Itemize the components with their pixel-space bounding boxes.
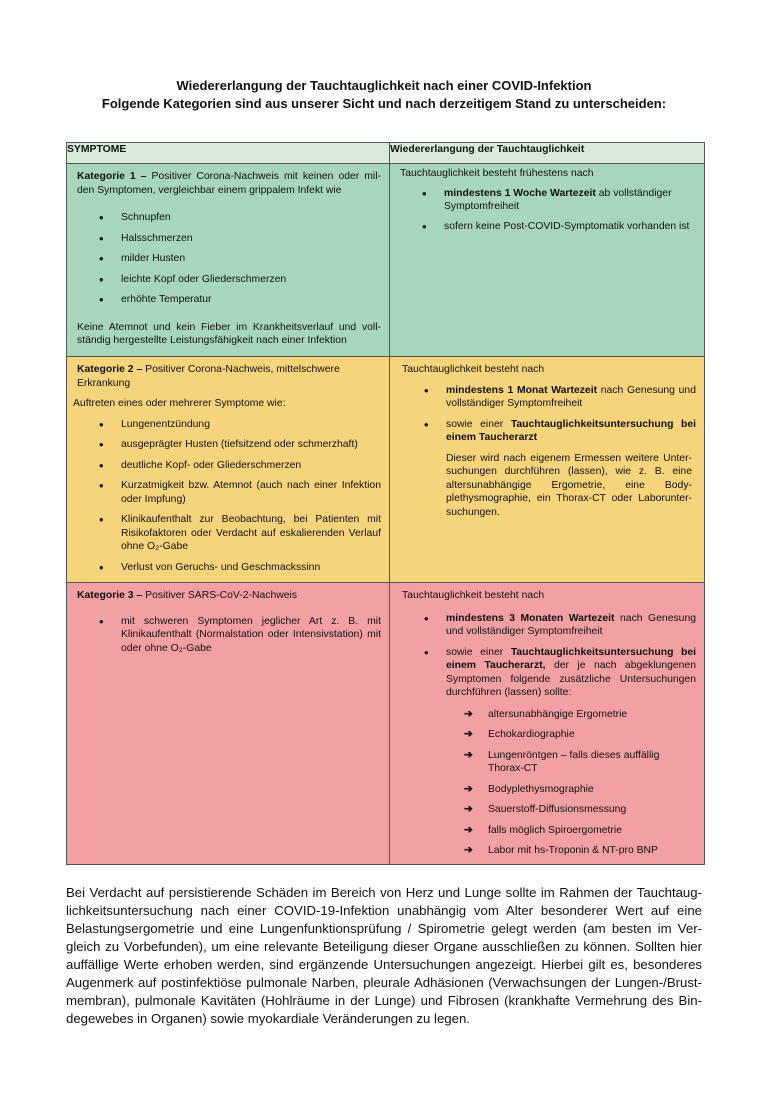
exam-item: Echokardiographie bbox=[488, 729, 575, 740]
wait-time-rest: nach Genesung und vollständiger Symptomfreiheit bbox=[446, 384, 696, 409]
right-arrow-icon: ➔ bbox=[464, 749, 473, 761]
exam-bold: Tauchtauglichkeitsuntersuchung bei einem Taucherarzt bbox=[446, 418, 697, 443]
header-symptome: SYMPTOME bbox=[67, 143, 390, 164]
list-item: • ausgeprägter Husten (tiefsitzend oder schmerzhaft) bbox=[77, 438, 381, 452]
exam-pre: sowie einer bbox=[446, 646, 511, 658]
body-paragraph: Bei Verdacht auf persistierende Schäden im Bereich von Herz und Lunge sollte im Rahmen der Tauchtaug-lichkeitsuntersuchung nach einer COVID-19-Infektion unabhängig vom Alter besonderer Wert auf eine Belastungsergometrie und eine Lungenfunktionsprüfung / Spirometrie gelegt werden (am besten im Ver-gleich zu Vorbefunden), um eine relevante Beteiligung dieser Organe ausschließen zu können. Sollten hier auffällige Werte erhoben werden, sind ergänzende Untersuchungen angezeigt. Hierbei gilt es, besonderes Augenmerk auf postinfektiöse pulmonale Narben, pleurale Adhäsionen (Verwachsungen der Lungen-/Brust-membran), pulmonale Kavitäten (Hohlräume in der Lunge) und Fibrosen (krankhafte Vermehrung des Bin-degewebes in Organen) sowie myokardiale Veränderungen zu legen. bbox=[66, 885, 702, 1026]
cat1-intro: Positiver Corona-Nachweis mit keinen oder mil-den Symptomen, vergleichbar einem grippalem Infekt wie bbox=[77, 171, 381, 196]
cat3-recovery-cell bbox=[390, 583, 705, 865]
right-arrow-icon: ➔ bbox=[464, 824, 473, 836]
table-row-cat3 bbox=[67, 583, 705, 865]
exam-pre: sowie einer bbox=[446, 418, 511, 430]
list-item bbox=[390, 803, 696, 817]
cat2-symptoms-cell bbox=[67, 357, 390, 583]
exam-item: Labor mit hs-Troponin & NT-pro BNP bbox=[488, 845, 658, 856]
cat1-recovery-cell bbox=[390, 164, 705, 357]
list-item: • deutliche Kopf- oder Gliederschmerzen bbox=[77, 459, 381, 473]
list-item bbox=[390, 824, 696, 838]
list-item: • Verlust von Geruchs- und Geschmackssinn bbox=[77, 561, 381, 575]
title-line-1: Wiedererlangung der Tauchtauglichkeit nach einer COVID-Infektion bbox=[176, 78, 592, 93]
right-arrow-icon: ➔ bbox=[464, 708, 473, 720]
exam-item: falls möglich Spiroergometrie bbox=[488, 824, 622, 836]
list-item bbox=[390, 749, 696, 776]
list-item bbox=[400, 187, 696, 214]
cat1-footer: Keine Atemnot und kein Fieber im Krankheitsverlauf und voll-ständig hergestellte Leistungsfähigkeit nach einer Infektion bbox=[77, 321, 381, 346]
cat2-intro: Positiver Corona-Nachweis, mittelschwere Erkrankung bbox=[77, 364, 340, 389]
list-item: • mit schweren Symptomen jeglicher Art z. B. mit Klinikaufenthalt (Normalstation oder Intensivstation) mit oder ohne O₂-Gabe bbox=[77, 615, 381, 656]
list-item: • sofern keine Post-COVID-Symptomatik vorhanden ist bbox=[400, 220, 696, 234]
list-item bbox=[402, 646, 696, 700]
list-item: • erhöhte Temperatur bbox=[77, 293, 381, 307]
wait-time-bold: mindestens 3 Monaten Wartezeit bbox=[446, 612, 615, 624]
cat1-title: Kategorie 1 – bbox=[77, 171, 147, 182]
list-item bbox=[402, 612, 696, 639]
wait-time-bold: mindestens 1 Woche Wartezeit bbox=[444, 187, 596, 199]
right-arrow-icon: ➔ bbox=[464, 729, 473, 740]
cat2-title: Kategorie 2 – bbox=[77, 364, 143, 375]
title-line-2: Folgende Kategorien sind aus unserer Sicht und nach derzeitigem Stand zu unterscheiden: bbox=[101, 96, 667, 111]
cat3-symptoms-cell bbox=[67, 583, 390, 865]
list-item: • Lungenentzündung bbox=[77, 418, 381, 432]
table-row-cat1 bbox=[67, 164, 705, 357]
list-item bbox=[390, 844, 696, 858]
list-item: • Klinikaufenthalt zur Beobachtung, bei Patienten mit Risikofaktoren oder Verdacht auf eskalierenden Verlauf ohne O₂-Gabe bbox=[77, 513, 381, 554]
cat2-recovery-cell bbox=[390, 357, 705, 583]
exam-bold: Tauchtauglichkeitsuntersuchung bei einem Taucherarzt, bbox=[446, 646, 697, 671]
wait-time-rest: nach Genesung und vollständiger Symptomfreiheit bbox=[446, 612, 696, 637]
list-item bbox=[402, 384, 696, 411]
list-item: • Kurzatmigkeit bzw. Atemnot (auch nach einer Infektion oder Impfung) bbox=[77, 479, 381, 506]
cat3-right-intro: Tauchtauglichkeit besteht nach bbox=[402, 590, 545, 601]
header-wiedererlangung: Wiedererlangung der Tauchtauglichkeit bbox=[390, 143, 705, 164]
cat2-lead: Auftreten eines oder mehrerer Symptome wie: bbox=[73, 398, 286, 409]
exam-item: Sauerstoff-Diffusionsmessung bbox=[488, 804, 627, 815]
list-item bbox=[390, 728, 696, 742]
covid-category-table bbox=[66, 142, 705, 865]
exam-item: altersunabhängige Ergometrie bbox=[488, 708, 628, 720]
cat3-intro: Positiver SARS-CoV-2-Nachweis bbox=[142, 590, 298, 601]
list-item: • Schnupfen bbox=[77, 211, 381, 225]
wait-time-bold: mindestens 1 Monat Wartezeit bbox=[446, 384, 598, 396]
cat3-title: Kategorie 3 – bbox=[77, 590, 143, 601]
cat2-note: Dieser wird nach eigenem Ermessen weitere Unter-suchungen durchführen (lassen), wie z. B. eine altersunabhängige Ergometrie, eine Body-plethysmographie, ein Thorax-CT oder Laborunter-suchungen. bbox=[446, 452, 692, 518]
document-title bbox=[0, 77, 768, 113]
right-arrow-icon: ➔ bbox=[464, 804, 473, 815]
exam-item: Lungenröntgen – falls dieses auffällig Thorax-CT bbox=[488, 749, 660, 774]
list-item: • leichte Kopf oder Gliederschmerzen bbox=[77, 273, 381, 287]
exam-rest: der je nach abgeklungenen Symptomen folgende zusätzliche Untersuchungen durchführen (lassen) sollte: bbox=[446, 660, 696, 698]
list-item bbox=[402, 418, 696, 445]
right-arrow-icon: ➔ bbox=[464, 845, 473, 856]
table-header-row bbox=[67, 143, 705, 164]
right-arrow-icon: ➔ bbox=[464, 783, 473, 795]
cat1-right-intro: Tauchtauglichkeit besteht frühestens nach bbox=[400, 168, 594, 179]
list-item: • milder Husten bbox=[77, 252, 381, 266]
list-item bbox=[390, 783, 696, 797]
wait-time-rest: ab vollständiger Symptomfreiheit bbox=[444, 187, 672, 212]
list-item: • Halsschmerzen bbox=[77, 232, 381, 246]
exam-item: Bodyplethysmographie bbox=[488, 783, 594, 795]
cat1-symptoms-cell bbox=[67, 164, 390, 357]
table-row-cat2 bbox=[67, 357, 705, 583]
list-item bbox=[390, 708, 696, 722]
cat2-right-intro: Tauchtauglichkeit besteht nach bbox=[402, 364, 545, 375]
